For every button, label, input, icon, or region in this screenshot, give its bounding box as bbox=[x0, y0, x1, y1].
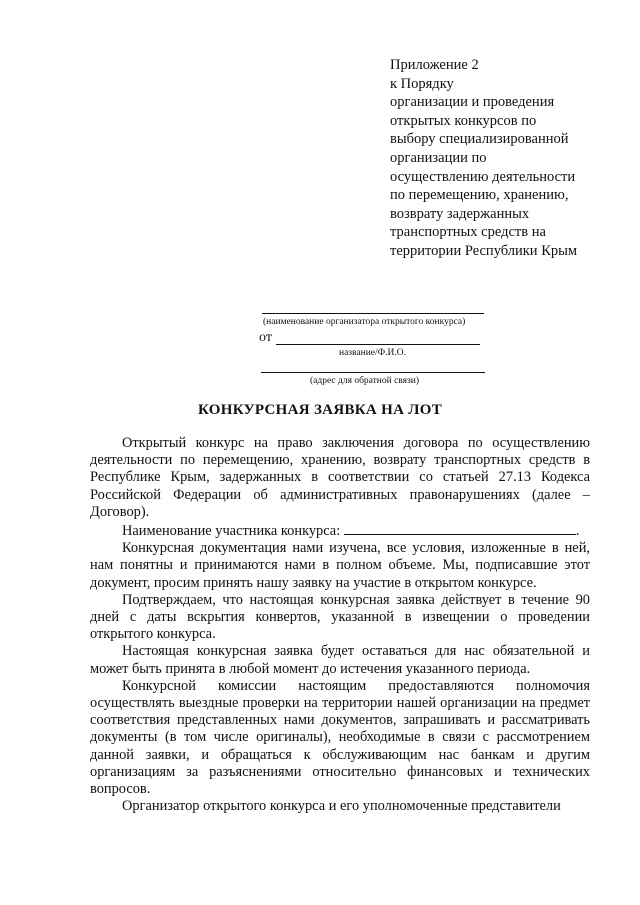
from-label: от bbox=[259, 330, 272, 345]
participant-name-label: Наименование участника конкурса: bbox=[122, 523, 341, 540]
appendix-line: выбору специализированной bbox=[390, 131, 569, 148]
participant-name-paragraph bbox=[90, 521, 590, 540]
organizer-name-line bbox=[262, 313, 484, 314]
sender-name-line bbox=[276, 344, 480, 345]
paragraph: Настоящая конкурсная заявка будет оставаться для нас обязательной и может быть принята в любой момент до истечения указанного периода. bbox=[90, 643, 590, 677]
participant-name-field[interactable] bbox=[344, 521, 576, 535]
document-body bbox=[90, 435, 590, 815]
appendix-line: территории Республики Крым bbox=[390, 242, 578, 259]
paragraph: Организатор открытого конкурса и его уполномоченные представители bbox=[122, 798, 561, 815]
paragraph: Конкурсной комиссии настоящим предоставляются полномочия осуществлять выездные проверки на территории нашей организации на предмет соответствия представленных нами документов, запрашивать и рассматривать документы (в том числе оригиналы), необходимые в связи с рассмотрением данной заявки, и обращаться к обслуживающим нас банкам и другим организациям за разъяснениями относительно финансовых и технических вопросов. bbox=[90, 677, 590, 798]
appendix-line: транспортных средств на bbox=[390, 224, 546, 241]
address-caption: (адрес для обратной связи) bbox=[310, 376, 420, 386]
paragraph: Конкурсная документация нами изучена, все условия, изложенные в ней, нам понятны и принимаются нами в полном объеме. Мы, подписавшие этот документ, просим принять нашу заявку на участие в открытом конкурсе. bbox=[90, 540, 590, 591]
paragraph: Подтверждаем, что настоящая конкурсная заявка действует в течение 90 дней с даты вскрытия конвертов, указанной в извещении о проведении открытого конкурса. bbox=[90, 591, 590, 643]
organizer-caption: (наименование организатора открытого конкурса) bbox=[263, 317, 466, 327]
appendix-line: возврату задержанных bbox=[390, 205, 530, 222]
appendix-line: организации и проведения bbox=[390, 94, 555, 111]
address-line bbox=[261, 372, 485, 373]
appendix-line: осуществлению деятельности bbox=[390, 168, 576, 185]
appendix-line: организации по bbox=[390, 149, 487, 166]
appendix-line: по перемещению, хранению, bbox=[390, 187, 569, 204]
name-caption: название/Ф.И.О. bbox=[339, 348, 407, 358]
appendix-block bbox=[390, 56, 620, 261]
participant-name-end: . bbox=[575, 523, 580, 540]
appendix-line: открытых конкурсов по bbox=[390, 112, 537, 129]
appendix-line: к Порядку bbox=[390, 75, 454, 92]
paragraph: Открытый конкурс на право заключения договора по осуществлению деятельности по перемещению, хранению, возврату транспортных средств в Республике Крым, задержанных в соответствии со статьей 27.13 Кодекса Российской Федерации об административных правонарушениях (далее – Договор). bbox=[90, 435, 590, 520]
appendix-title: Приложение 2 bbox=[390, 57, 479, 73]
document-title: КОНКУРСНАЯ ЗАЯВКА НА ЛОТ bbox=[197, 402, 443, 418]
